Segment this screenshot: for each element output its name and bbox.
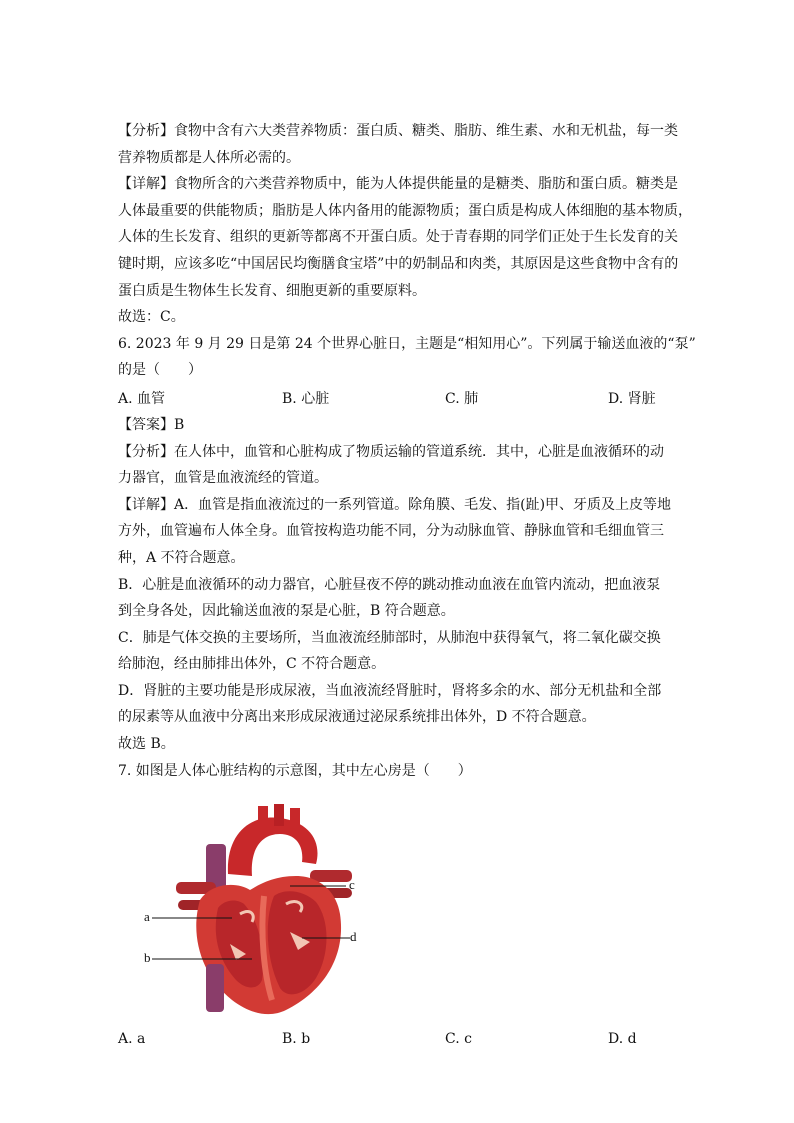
text-line: 【分析】在人体中，血管和心脏构成了物质运输的管道系统．其中，心脏是血液循环的动	[118, 443, 664, 460]
text-line: 种，A 不符合题意。	[118, 549, 245, 566]
document-page	[118, 118, 696, 1052]
label-b: b	[144, 950, 151, 966]
text-line: 方外，血管遍布人体全身。血管按构造功能不同，分为动脉血管、静脉血管和毛细血管三	[118, 523, 664, 540]
option-a: A. a	[118, 1031, 146, 1048]
question-7-options	[118, 1026, 678, 1052]
option-b: B. 心脏	[282, 390, 330, 407]
label-a: a	[144, 909, 150, 925]
text-line: 人体最重要的供能物质；脂肪是人体内备用的能源物质；蛋白质是构成人体细胞的基本物质，	[118, 202, 692, 219]
option-c: C. c	[445, 1031, 472, 1048]
text-line: 故选 B。	[118, 736, 175, 753]
text-line: D．肾脏的主要功能是形成尿液，当血液流经肾脏时，肾将多余的水、部分无机盐和全部	[118, 682, 662, 699]
option-d: D. d	[608, 1031, 637, 1048]
text-line: 故选：C。	[118, 309, 185, 326]
heart-diagram	[118, 790, 678, 1022]
text-line: 键时期，应该多吃“中国居民均衡膳食宝塔”中的奶制品和肉类，其原因是这些食物中含有的	[118, 255, 679, 272]
text-line: 【详解】食物所含的六类营养物质中，能为人体提供能量的是糖类、脂肪和蛋白质。糖类是	[118, 176, 678, 193]
question-6-stem: 6. 2023 年 9 月 29 日是第 24 个世界心脏日，主题是“相知用心”。下列属于输送血液的“泵”	[118, 335, 696, 352]
text-line: 营养物质都是人体所必需的。	[118, 149, 300, 166]
text-line: 【分析】食物中含有六大类营养物质：蛋白质、糖类、脂肪、维生素、水和无机盐，每一类	[118, 123, 678, 139]
text-line: 蛋白质是生物体生长发育、细胞更新的重要原料。	[118, 282, 426, 299]
heart-illustration	[140, 804, 380, 1024]
text-line: 【详解】A．血管是指血液流过的一系列管道。除角膜、毛发、指(趾)甲、牙质及上皮等地	[118, 496, 672, 513]
text-line: 人体的生长发育、组织的更新等都离不开蛋白质。处于青春期的同学们正处于生长发育的关	[118, 229, 678, 246]
label-d: d	[350, 929, 357, 945]
text-line: 的尿素等从血液中分离出来形成尿液通过泌尿系统排出体外，D 不符合题意。	[118, 709, 596, 726]
question-6-options	[118, 386, 678, 412]
option-d: D. 肾脏	[608, 390, 656, 407]
question-7-stem: 7. 如图是人体心脏结构的示意图，其中左心房是（ ）	[118, 762, 472, 779]
text-line: B．心脏是血液循环的动力器官，心脏昼夜不停的跳动推动血液在血管内流动，把血液泵	[118, 576, 661, 593]
option-c: C. 肺	[445, 390, 479, 407]
question-6-stem-cont: 的是（ ）	[118, 362, 202, 379]
text-line: 到全身各处，因此输送血液的泵是心脏，B 符合题意。	[118, 603, 455, 620]
text-line: C．肺是气体交换的主要场所，当血液流经肺部时，从肺泡中获得氧气，将二氧化碳交换	[118, 629, 661, 646]
label-c: c	[349, 877, 355, 893]
text-line: 【答案】B	[118, 416, 185, 433]
option-a: A. 血管	[118, 390, 166, 407]
text-line: 给肺泡，经由肺排出体外，C 不符合题意。	[118, 656, 386, 673]
option-b: B. b	[282, 1031, 311, 1048]
text-line: 力器官，血管是血液流经的管道。	[118, 470, 328, 487]
